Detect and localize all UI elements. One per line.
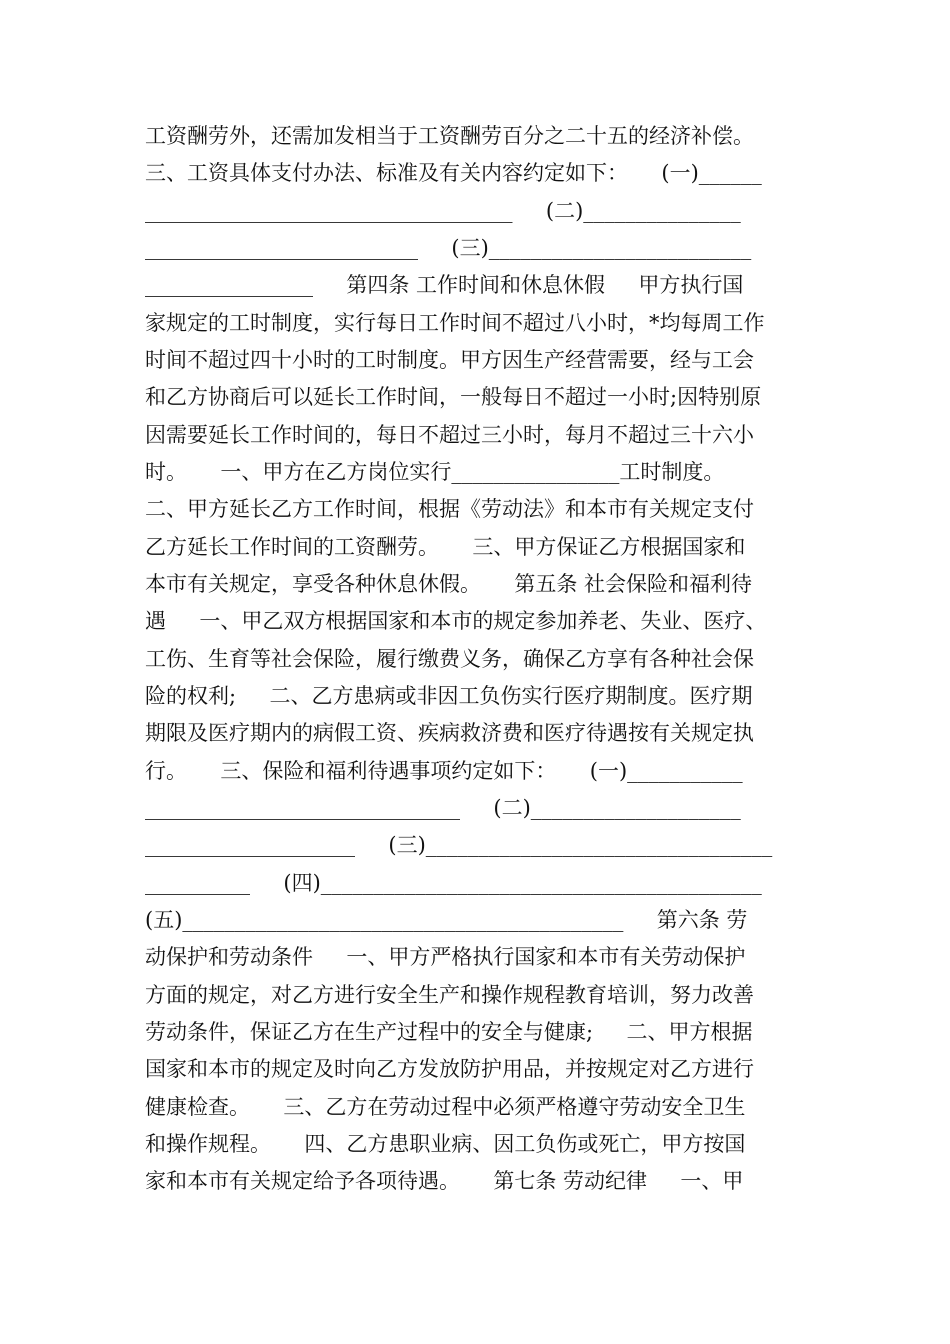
text-line: ______________________________ (二)____________________ <box>145 796 741 820</box>
text-line: 方面的规定，对乙方进行安全生产和操作规程教育培训，努力改善 <box>145 983 754 1007</box>
text-line: 乙方延长工作时间的工资酬劳。 三、甲方保证乙方根据国家和 <box>145 535 746 559</box>
text-line: 国家和本市的规定及时向乙方发放防护用品，并按规定对乙方进行 <box>145 1057 754 1081</box>
text-line: 和乙方协商后可以延长工作时间，一般每日不超过一小时;因特别原 <box>145 385 762 409</box>
text-line: 时。 一、甲方在乙方岗位实行________________工时制度。 <box>145 460 725 484</box>
text-line: __________ (四)__________________________________________ <box>145 871 762 895</box>
text-line: 时间不超过四十小时的工时制度。甲方因生产经营需要，经与工会 <box>145 348 754 372</box>
text-line: 劳动条件，保证乙方在生产过程中的安全与健康; 二、甲方根据 <box>145 1020 753 1044</box>
text-line: 行。 三、保险和福利待遇事项约定如下： (一)___________ <box>145 759 743 783</box>
text-line: 险的权利; 二、乙方患病或非因工负伤实行医疗期制度。医疗期 <box>145 684 753 708</box>
text-line: 动保护和劳动条件 一、甲方严格执行国家和本市有关劳动保护 <box>145 945 746 969</box>
text-line: ___________________________________ (二)_______________ <box>145 199 741 223</box>
text-line: ________________ 第四条 工作时间和休息休假 甲方执行国 <box>145 273 744 297</box>
text-line: 期限及医疗期内的病假工资、疾病救济费和医疗待遇按有关规定执 <box>145 721 754 745</box>
text-line: 遇 一、甲乙双方根据国家和本市的规定参加养老、失业、医疗、 <box>145 609 767 633</box>
text-line: 工伤、生育等社会保险，履行缴费义务，确保乙方享有各种社会保 <box>145 647 754 671</box>
text-line: 二、甲方延长乙方工作时间，根据《劳动法》和本市有关规定支付 <box>145 497 754 521</box>
text-line: ____________________ (三)_________________________________ <box>145 833 773 857</box>
text-line: 家和本市有关规定给予各项待遇。 第七条 劳动纪律 一、甲 <box>145 1169 744 1193</box>
text-line: 家规定的工时制度，实行每日工作时间不超过八小时，*均每周工作 <box>145 311 765 335</box>
text-line: (五)__________________________________________ 第六条 劳 <box>145 908 748 932</box>
text-line: 工资酬劳外，还需加发相当于工资酬劳百分之二十五的经济补偿。 <box>145 124 754 148</box>
text-line: 健康检查。 三、乙方在劳动过程中必须严格遵守劳动安全卫生 <box>145 1095 746 1119</box>
text-line: 和操作规程。 四、乙方患职业病、因工负伤或死亡，甲方按国 <box>145 1132 746 1156</box>
text-line: 三、工资具体支付办法、标准及有关内容约定如下： (一)______ <box>145 161 762 185</box>
text-line: __________________________ (三)_________________________ <box>145 236 752 260</box>
text-line: 因需要延长工作时间的，每日不超过三小时，每月不超过三十六小 <box>145 423 754 447</box>
text-line: 本市有关规定，享受各种休息休假。 第五条 社会保险和福利待 <box>145 572 753 596</box>
